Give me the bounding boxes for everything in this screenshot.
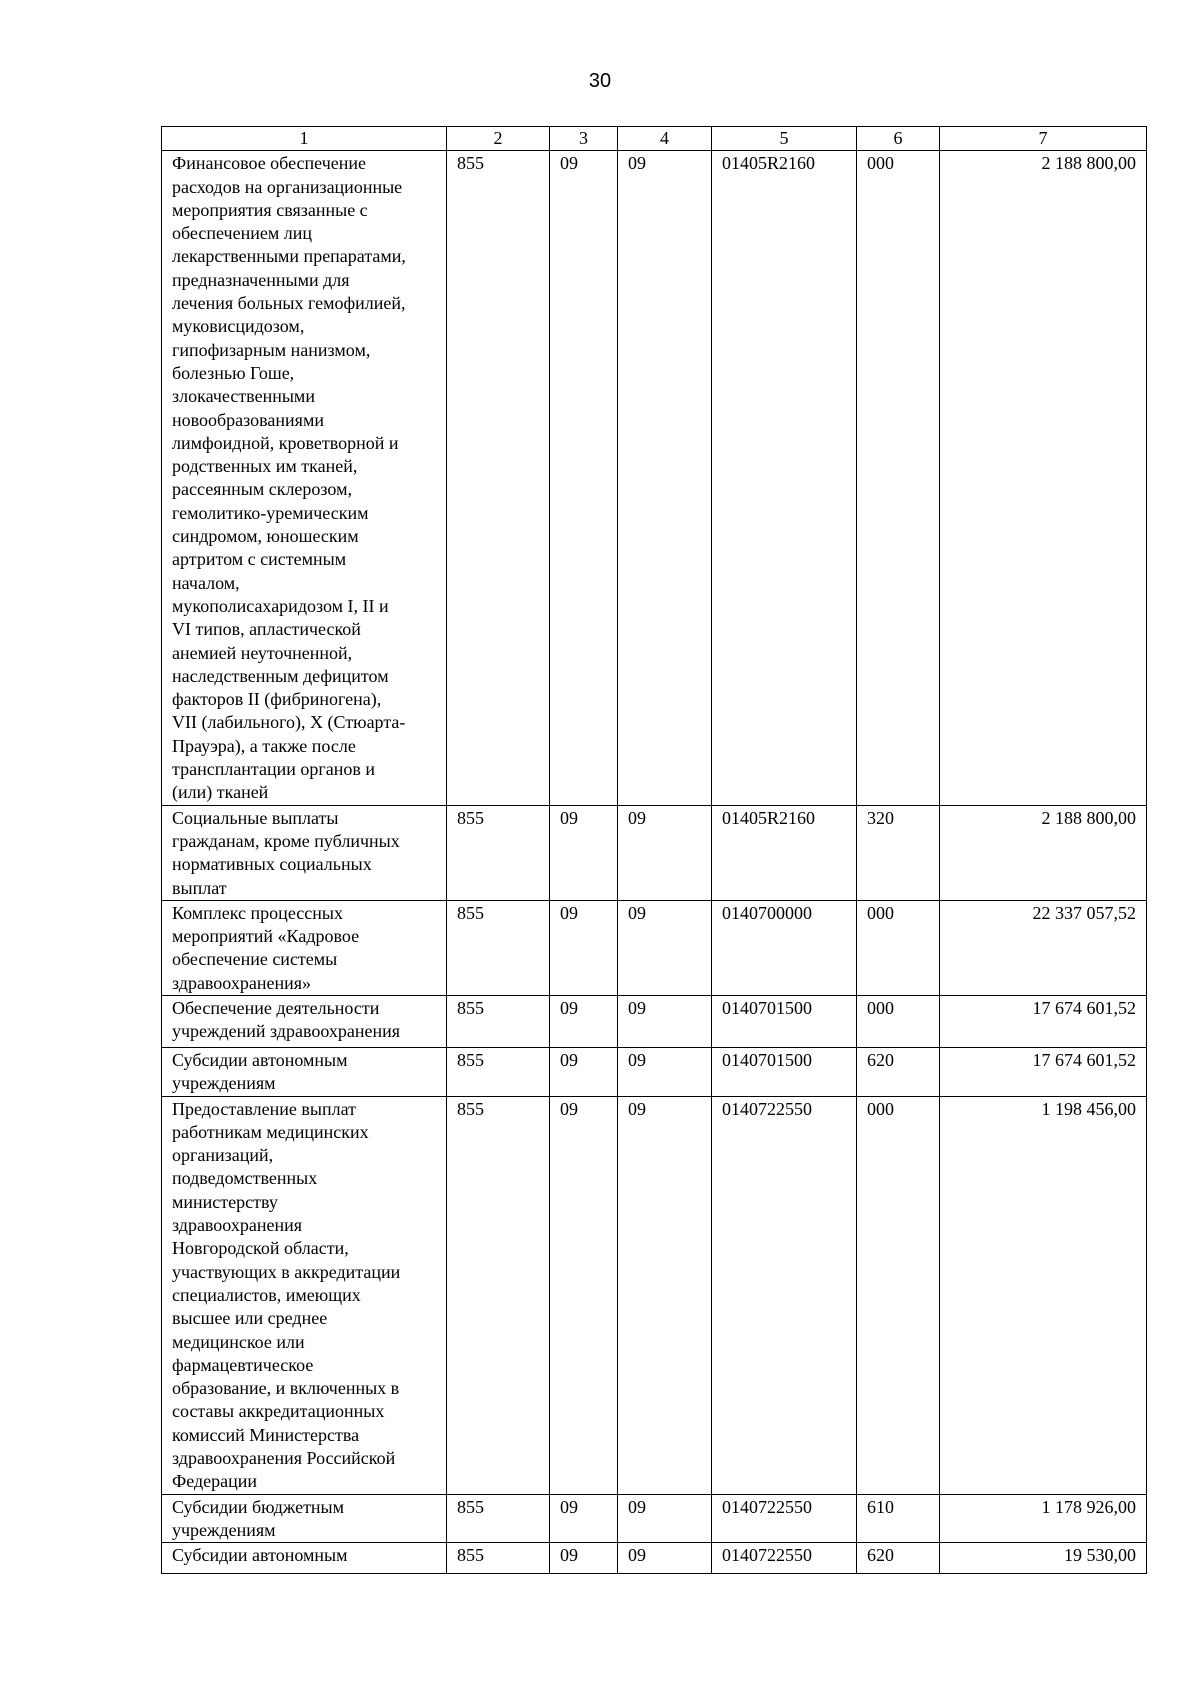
table-row — [162, 805, 1147, 900]
cell-section: 09 — [550, 1047, 618, 1096]
cell-admin-code: 855 — [447, 805, 550, 900]
cell-target-article: 01405R2160 — [712, 805, 857, 900]
table-row — [162, 1494, 1147, 1543]
cell-admin-code: 855 — [447, 1543, 550, 1574]
row-description: Финансовое обеспечение расходов на организационные мероприятия связанные с обеспечением лиц лекарственными препаратами, предназначенными для лечения больных гемофилией, муковисцидозом, гипофизарным нанизмом, болезнью Гоше, злокачественными новообразованиями лимфоидной, кроветворной и родственных им тканей, рассеянным склерозом, гемолитико-уремическим синдромом, юношеским артритом с системным началом, мукополисахаридозом I, II и VI типов, апластической анемией неуточненной, наследственным дефицитом факторов II (фибриногена), VII (лабильного), X (Стюарта- Прауэра), а также после трансплантации органов и (или) тканей — [162, 151, 447, 805]
cell-admin-code: 855 — [447, 900, 550, 995]
cell-section: 09 — [550, 1543, 618, 1574]
budget-table — [161, 126, 1147, 1574]
column-header: 4 — [618, 127, 712, 151]
cell-amount: 19 530,00 — [940, 1543, 1147, 1574]
row-description: Социальные выплаты гражданам, кроме публичных нормативных социальных выплат — [162, 805, 447, 900]
cell-admin-code: 855 — [447, 1047, 550, 1096]
row-description: Обеспечение деятельности учреждений здравоохранения — [162, 995, 447, 1047]
row-description: Предоставление выплат работникам медицинских организаций, подведомственных министерству здравоохранения Новгородской области, участвующих в аккредитации специалистов, имеющих высшее или среднее медицинское или фармацевтическое образование, и включенных в составы аккредитационных комиссий Министерства здравоохранения Российской Федерации — [162, 1096, 447, 1494]
table-header-row — [162, 127, 1147, 151]
table-row — [162, 1047, 1147, 1096]
cell-target-article: 0140722550 — [712, 1494, 857, 1543]
cell-amount: 17 674 601,52 — [940, 1047, 1147, 1096]
cell-expense-type: 000 — [857, 900, 940, 995]
column-header: 6 — [857, 127, 940, 151]
cell-admin-code: 855 — [447, 995, 550, 1047]
cell-section: 09 — [550, 1494, 618, 1543]
cell-expense-type: 610 — [857, 1494, 940, 1543]
cell-amount: 17 674 601,52 — [940, 995, 1147, 1047]
column-header: 7 — [940, 127, 1147, 151]
table-row — [162, 900, 1147, 995]
cell-amount: 1 178 926,00 — [940, 1494, 1147, 1543]
row-description: Субсидии бюджетным учреждениям — [162, 1494, 447, 1543]
cell-target-article: 0140701500 — [712, 1047, 857, 1096]
cell-subsection: 09 — [618, 805, 712, 900]
row-description: Субсидии автономным учреждениям — [162, 1047, 447, 1096]
column-header: 3 — [550, 127, 618, 151]
cell-target-article: 0140701500 — [712, 995, 857, 1047]
cell-amount: 2 188 800,00 — [940, 151, 1147, 805]
cell-admin-code: 855 — [447, 151, 550, 805]
table-row — [162, 151, 1147, 805]
cell-subsection: 09 — [618, 995, 712, 1047]
cell-section: 09 — [550, 151, 618, 805]
cell-subsection: 09 — [618, 1494, 712, 1543]
cell-target-article: 0140722550 — [712, 1096, 857, 1494]
cell-section: 09 — [550, 995, 618, 1047]
cell-target-article: 01405R2160 — [712, 151, 857, 805]
cell-section: 09 — [550, 1096, 618, 1494]
cell-admin-code: 855 — [447, 1096, 550, 1494]
cell-section: 09 — [550, 900, 618, 995]
cell-subsection: 09 — [618, 900, 712, 995]
cell-expense-type: 320 — [857, 805, 940, 900]
cell-amount: 2 188 800,00 — [940, 805, 1147, 900]
cell-subsection: 09 — [618, 1096, 712, 1494]
row-description: Субсидии автономным — [162, 1543, 447, 1574]
cell-subsection: 09 — [618, 1543, 712, 1574]
cell-section: 09 — [550, 805, 618, 900]
cell-expense-type: 000 — [857, 995, 940, 1047]
cell-expense-type: 000 — [857, 151, 940, 805]
table-row — [162, 1096, 1147, 1494]
cell-expense-type: 620 — [857, 1543, 940, 1574]
column-header: 5 — [712, 127, 857, 151]
cell-amount: 1 198 456,00 — [940, 1096, 1147, 1494]
cell-target-article: 0140700000 — [712, 900, 857, 995]
row-description: Комплекс процессных мероприятий «Кадровое обеспечение системы здравоохранения» — [162, 900, 447, 995]
table-row — [162, 995, 1147, 1047]
column-header: 1 — [162, 127, 447, 151]
cell-admin-code: 855 — [447, 1494, 550, 1543]
page-number: 30 — [588, 70, 612, 92]
cell-target-article: 0140722550 — [712, 1543, 857, 1574]
cell-subsection: 09 — [618, 151, 712, 805]
column-header: 2 — [447, 127, 550, 151]
cell-expense-type: 620 — [857, 1047, 940, 1096]
table-row — [162, 1543, 1147, 1574]
cell-expense-type: 000 — [857, 1096, 940, 1494]
cell-subsection: 09 — [618, 1047, 712, 1096]
cell-amount: 22 337 057,52 — [940, 900, 1147, 995]
